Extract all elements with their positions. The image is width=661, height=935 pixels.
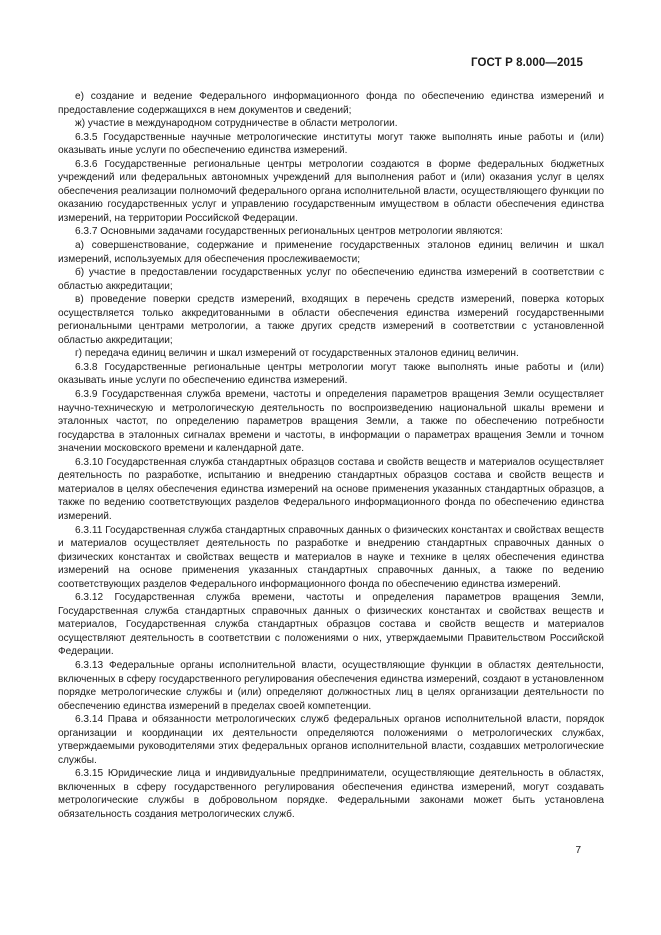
paragraph-6-3-6: 6.3.6 Государственные региональные центры метрологии создаются в форме федеральных бюджетных учреждений или федеральных автономных учреждений для выполнения работ и (или) оказания услуг в целях обеспечения реализации полномочий федерального органа исполнительной власти, осуществляющего функции по оказанию государственных услуг и управлению государственным имуществом в области обеспечения единства измерений, на территории Российской Федерации. xyxy=(58,158,604,224)
paragraph-6-3-15: 6.3.15 Юридические лица и индивидуальные предприниматели, осуществляющие деятельность в областях, включенных в сферу государственного регулирования обеспечения единства измерений, могут создавать метрологические службы в добровольном порядке. Федеральными законами может быть установлена обязательность создания метрологических служб. xyxy=(58,768,604,820)
paragraph-6-3-5: 6.3.5 Государственные научные метрологические институты могут также выполнять иные работы и (или) оказывать иные услуги по обеспечению единства измерений. xyxy=(58,131,604,157)
paragraph-6-3-9: 6.3.9 Государственная служба времени, частоты и определения параметров вращения Земли осуществляет научно-техническую и метрологическую деятельность по воспроизведению национальной шкалы времени и эталонных частот, по определению параметров вращения Земли, а также по обеспечению потребности государства в эталонных сигналах времени и частоты, в информации о параметрах вращения Земли и точном значении московского времени и календарной дате. xyxy=(58,389,604,455)
document-body xyxy=(58,90,604,822)
paragraph-item-e: е) создание и ведение Федерального информационного фонда по обеспечению единства измерений и предоставление содержащихся в нем документов и сведений; xyxy=(58,91,604,116)
page-number: 7 xyxy=(575,845,581,856)
paragraph-6-3-13: 6.3.13 Федеральные органы исполнительной власти, осуществляющие функции в областях деятельности, включенных в сферу государственного регулирования обеспечения единства измерений, создают в установленном порядке метрологические службы и (или) определяют должностных лиц в целях организации деятельности по обеспечению единства измерений в пределах своей компетенции. xyxy=(58,659,604,712)
document-header: ГОСТ Р 8.000—2015 xyxy=(471,57,583,69)
paragraph-6-3-8: 6.3.8 Государственные региональные центры метрологии могут также выполнять иные работы и (или) оказывать иные услуги по обеспечению единства измерений. xyxy=(58,361,604,387)
paragraph-item-a: а) совершенствование, содержание и применение государственных эталонов единиц величин и шкал измерений, используемых для обеспечения прослеживаемости; xyxy=(58,240,604,265)
paragraph-item-g: г) передача единиц величин и шкал измерений от государственных эталонов единиц величин. xyxy=(75,348,519,360)
paragraph-6-3-12: 6.3.12 Государственная служба времени, частоты и определения параметров вращения Земли, Государственная служба стандартных справочных данных о физических константах и свойствах веществ и материалов, Государственная служба стандартных образцов состава и свойств веществ и материалов осуществляют деятельность в соответствии с положениями о них, утверждаемыми Правительством Российской Федерации. xyxy=(58,592,604,658)
paragraph-6-3-7: 6.3.7 Основными задачами государственных региональных центров метрологии являются: xyxy=(75,226,503,238)
paragraph-item-b: б) участие в предоставлении государственных услуг по обеспечению единства измерений в соответствии с областью аккредитации; xyxy=(58,267,604,292)
paragraph-6-3-14: 6.3.14 Права и обязанности метрологических служб федеральных органов исполнительной власти, порядок организации и координации их деятельности определяются положениями о метрологических службах, утверждаемыми руководителями этих федеральных органов исполнительной власти, создавших метрологические службы. xyxy=(58,714,604,766)
paragraph-6-3-10: 6.3.10 Государственная служба стандартных образцов состава и свойств веществ и материалов осуществляет деятельность по разработке, испытанию и внедрению стандартных образцов состава и свойств веществ и материалов в целях обеспечения единства измерений на основе применения указанных стандартных образцов, а также по ведению соответствующих разделов Федерального информационного фонда по обеспечению единства измерений. xyxy=(58,456,604,522)
paragraph-6-3-11: 6.3.11 Государственная служба стандартных справочных данных о физических константах и свойствах веществ и материалов осуществляет деятельность по разработке и внедрению стандартных справочных данных о физических константах и свойствах веществ и материалов в науке и технике в целях обеспечения единства измерений на основе применения указанных стандартных справочных данных, а также по ведению соответствующих разделов Федерального информационного фонда по обеспечению единства измерений. xyxy=(58,524,604,590)
paragraph-item-zh: ж) участие в международном сотрудничестве в области метрологии. xyxy=(75,118,398,130)
paragraph-item-v: в) проведение поверки средств измерений, входящих в перечень средств измерений, поверка которых осуществляется только аккредитованными в области обеспечения единства измерений государственными региональными центрами метрологии, а также других средств измерений в соответствии с установленной областью аккредитации; xyxy=(58,294,604,346)
